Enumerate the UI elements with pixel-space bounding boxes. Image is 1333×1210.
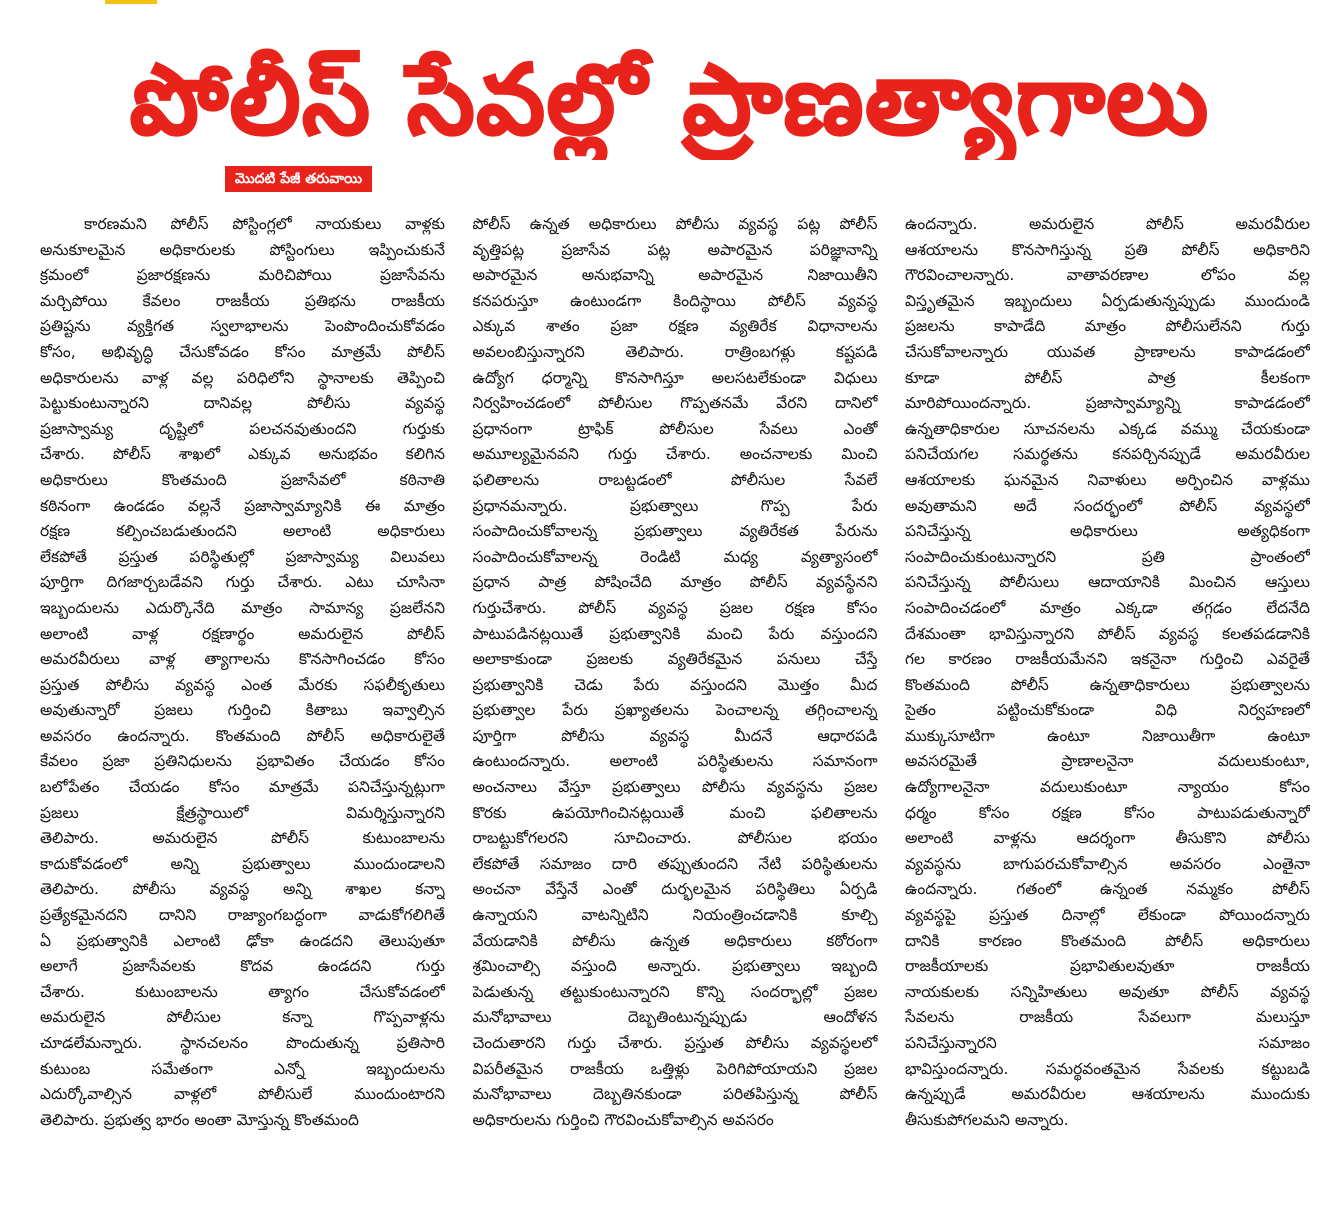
article-line: పనిచేస్తున్నారని సమాజం [905,1034,1310,1052]
article-line: కొరకు ఉపయోగించినట్లయితే మంచి ఫలితాలను [472,803,878,822]
article-line: పనిచేయగల సమర్థతను కనపర్చినప్పుడే అమరవీరుల [905,445,1310,464]
article-line: విస్తృతమైన ఇబ్బందులు ఏర్పడుతున్నప్పుడు ముందుండి [905,291,1310,310]
article-line: అంచనా వేస్తేనే ఎంతో దుర్భలమైన పరిస్థితిలు ఏర్పడి [472,880,878,899]
article-line: చెందుతారని గుర్తు చేశారు. ప్రస్తుత పోలీసు వ్యవస్థలలో [472,1034,878,1052]
article-line: అధికారులు కొంతమంది ప్రజాసేవలో కఠినాతి [40,470,445,489]
article-line: భావిస్తుందన్నారు. సమర్థవంతమైన సేవలకు కట్టుబడి [905,1059,1310,1078]
article-line: పనిచేస్తున్న పోలీసులు ఆదాయానికి మించిన ఆస్తులు [905,573,1310,592]
article-line: మారిపోయిందన్నారు. ప్రజాస్వామ్యాన్ని కాపాడడంలో [905,394,1310,413]
article-line: సంపాదించుకోవాలన్న రెండిటి మధ్య వ్యత్యాసంలో [472,547,878,566]
article-line: ఏ ప్రభుత్వానికి ఎలాంటి ఢోకా ఉండదని తెలుపుతూ [40,931,445,950]
article-line: విపరీతమైన రాజకీయ ఒత్తిళ్లు పెరిగిపోయాయని ప్రజల [472,1059,878,1078]
article-line: ప్రధానమన్నారు. ప్రభుత్వాలు గొప్ప పేరు [472,496,878,515]
article-line: కుటుంబ సమేతంగా ఎన్నో ఇబ్బందులను [40,1059,445,1078]
article-line: ప్రభుత్వానికి చెడు పేరు వస్తుందని మొత్తం మీద [472,675,878,694]
article-line: అనుకూలమైన అధికారులకు పోస్టింగులు ఇప్పించుకునే [40,240,445,259]
article-line: మర్చిపోయి కేవలం రాజకీయ ప్రతిభను రాజకీయ [40,291,445,310]
article-line: తెలిపారు. ప్రభుత్వ భారం అంతా మోస్తున్న కొంతమంది [40,1110,359,1129]
article-line: చేశారు. పోలీస్ శాఖలో ఎక్కువ అనుభవం కలిగిన [40,445,445,464]
article-body [40,212,1310,1197]
article-line: ప్రధాన పాత్ర పోషించేది మాత్రం పోలీస్ వ్యవస్థేనని [472,573,878,592]
article-column-3 [905,212,1310,1197]
article-line: అమరవీరులు వాళ్ల త్యాగాలను కొనసాగించడం కోసం [40,650,445,669]
article-line: శ్రమించాల్సి వస్తుంది అన్నారు. ప్రభుత్వాలు ఇబ్బంది [472,957,878,976]
article-line: తెలిపారు. పోలీసు వ్యవస్థ అన్ని శాఖల కన్నా [40,880,445,899]
article-line: ఉందన్నారు. గతంలో ఉన్నంత నమ్మకం పోలీస్ [905,880,1310,899]
article-line: ముక్కుసూటిగా ఉంటూ నిజాయితీగా ఉంటూ [905,726,1310,745]
article-line: ఉన్నతాధికారుల సూచనలను ఎక్కడ వమ్ము చేయకుండా [905,419,1310,438]
article-line: అంచనాలు వేస్తూ ప్రభుత్వాలు పోలీసు వ్యవస్థను ప్రజల [472,778,878,797]
article-line: అవుతున్నారో ప్రజలు గుర్తించి కితాబు ఇవ్వాల్సిన [40,701,445,720]
article-line: అవుతామని అదే సందర్భంలో పోలీస్ వ్యవస్థలో [905,496,1310,515]
article-line: ఉన్నప్పుడే అమరవీరుల ఆశయాలను ముందుకు [905,1085,1310,1104]
article-line: బలోపేతం చేయడం కోసం మాత్రమే పనిచేస్తున్నట్లుగా [40,778,445,797]
article-line: కారణమని పోలీస్ పోస్టింగ్లలో నాయకులు వాళ్లకు [84,215,445,233]
article-line: వ్యవస్థపై ప్రస్తుత దినాల్లో లేకుండా పోయిందన్నారు [905,906,1310,925]
article-column-1 [40,212,445,1197]
article-line: వృత్తిపట్ల ప్రజాసేవ పట్ల అపారమైన పరిజ్ఞానాన్ని [472,240,878,259]
article-line: చూడలేమన్నారు. స్థానచలనం పొందుతున్న ప్రతిసారి [40,1034,445,1052]
article-line: గల కారణం రాజకీయమేనని ఇకనైనా గుర్తించి ఎవరైతే [905,650,1310,669]
article-line: కూడా పోలీస్ పాత్ర కీలకంగా [905,368,1310,387]
article-line: పెడుతున్న తట్టుకుంటున్నారని కొన్ని సందర్భాల్లో ప్రజల [472,982,878,1001]
article-line: అలాగే ప్రజాసేవలకు కొదవ ఉండదని గుర్తు [40,957,445,976]
article-line: ఉద్యోగాలనైనా వదులుకుంటూ న్యాయం కోసం [905,778,1310,797]
article-line: అధికారులను వాళ్ల వల్ల పరిధిలోని స్థానాలకు తెప్పించి [40,368,445,387]
article-line: ఆశయాలకు ఘనమైన నివాళులు అర్పించిన వాళ్లము [905,470,1310,489]
article-line: రాజకీయాలకు ప్రభావితులవుతూ రాజకీయ [905,957,1310,976]
article-column-2 [473,212,878,1197]
article-line: కనపరుస్తూ ఉంటుండగా కిందిస్థాయి పోలీస్ వ్యవస్థ [472,291,878,310]
article-line: ప్రజాస్వామ్య దృష్టిలో పలచనవుతుందని గుర్తుకు [40,419,445,438]
article-line: వ్యవస్థను బాగుపరచుకోవాల్సిన అవసరం ఎంతైనా [905,854,1310,873]
article-line: ఉద్యోగ ధర్మాన్ని కొనసాగిస్తూ అలసటలేకుండా విధులు [472,368,878,387]
article-line: దేశమంతా భావిస్తున్నారని పోలీస్ వ్యవస్థ కలతపడడానికి [905,624,1310,643]
article-line: రక్షణ కల్పించబడుతుందని అలాంటి అధికారులు [40,522,445,541]
article-line: చేసుకోవాలన్నారు యువత ప్రాణాలను కాపాడడంలో [905,342,1310,361]
article-line: ప్రత్యేకమైనదని దానిని రాజ్యాంగబద్ధంగా వాడుకోగలిగితే [40,906,445,925]
article-line: ఎక్కువ శాతం ప్రజా రక్షణ వ్యతిరేక విధానాలను [472,317,878,336]
article-line: అవసరమైతే ప్రాణాలనైనా వదులుకుంటూ, [905,752,1310,771]
article-line: ఉంటుందన్నారు. అలాంటి పరిస్థితులను సమానంగా [472,752,878,771]
article-line: ధర్మం కోసం రక్షణ కోసం పాటుపడుతున్నారో [905,803,1310,822]
article-line: ఇబ్బందులను ఎదుర్కొనేది మాత్రం సామాన్య ప్రజలేనని [40,598,445,617]
article-line: కఠినంగా ఉండడం వల్లనే ప్రజాస్వామ్యానికి ఈ మాత్రం [40,496,445,515]
continued-label: మొదటి పేజీ తరువాయి [225,166,372,192]
article-line: అధికారులను గుర్తించి గౌరవించుకోవాల్సిన అవసరం [472,1110,774,1129]
article-line: ప్రజలను కాపాడేది మాత్రం పోలీసులేనని గుర్తు [905,317,1310,336]
article-line: అవలంబిస్తున్నారని తెలిపారు. రాత్రింబగళ్లు కష్టపడి [472,342,878,361]
top-color-strip [105,0,157,4]
article-line: సంపాదించుకోవాలన్న ప్రభుత్వాలు వ్యతిరేకత పేరును [472,522,878,541]
article-line: నిర్వహించడంలో పోలీసుల గొప్పతనమే వేరని దానిలో [472,394,878,413]
article-line: పాటుపడినట్లయితే ప్రభుత్వానికి మంచి పేరు వస్తుందని [472,624,878,643]
article-line: అలాంటి వాళ్ల రక్షణార్థం అమరులైన పోలీస్ [40,624,445,643]
article-line: పనిచేస్తున్న అధికారులు అత్యధికంగా [905,522,1310,541]
article-line: మనోభావాలు దెబ్బతినకుండా పరితపిస్తున్న పోలీస్ [472,1085,878,1104]
article-line: చేశారు. కుటుంబాలను త్యాగం చేసుకోవడంలో [40,982,445,1001]
article-line: రాబట్టుకోగలరని సూచించారు. పోలీసుల భయం [472,829,878,848]
article-line: పూర్తిగా పోలీసు వ్యవస్థ మీదనే ఆధారపడి [472,726,878,745]
article-line: అమరులైన పోలీసుల కన్నా గొప్పవాళ్లను [40,1008,445,1027]
article-line: సంపాదించుకుంటున్నారని ప్రతి ప్రాంతంలో [905,547,1310,566]
article-line: కొంతమంది పోలీస్ ఉన్నతాధికారులు ప్రభుత్వాలను [905,675,1310,694]
article-line: ప్రతిష్టను వ్యక్తిగత స్వలాభాలను పెంపొందించుకోవడం [40,317,445,336]
article-line: సంపాదించడంలో మాత్రం ఎక్కడా తగ్గడం లేదనేది [905,598,1310,617]
article-line: అవసరం ఉందన్నారు. కొంతమంది పోలీస్ అధికారులైతే [40,726,445,745]
article-line: పూర్తిగా దిగజార్చబడేవని గుర్తు చేశారు. ఎటు చూసినా [40,573,445,592]
article-line: సేవలను రాజకీయ సేవలుగా మలుస్తూ [905,1008,1310,1027]
article-line: అలాకాకుండా ప్రజలకు వ్యతిరేకమైన పనులు చేస్తే [472,650,878,669]
article-line: ప్రజలు క్షేత్రస్థాయిలో విమర్శిస్తున్నారని [40,803,445,822]
article-line: గౌరవించాలన్నారు. వాతావరణాల లోపం వల్ల [905,266,1310,285]
article-line: క్రమంలో ప్రజారక్షణను మరిచిపోయి ప్రజాసేవను [40,266,445,285]
article-line: నాయకులకు సన్నిహితులు అవుతూ పోలీస్ వ్యవస్థ [905,982,1310,1001]
article-line: పోలీస్ ఉన్నత అధికారులు పోలీసు వ్యవస్థ పట్ల పోలీస్ [472,215,878,233]
article-line: కోసం, అభివృద్ధి చేసుకోవడం కోసం మాత్రమే పోలీస్ [40,342,445,361]
article-line: లేకపోతే ప్రస్తుత పరిస్థితుల్లో ప్రజాస్వామ్య విలువలు [40,547,445,566]
article-line: కాదుకోవడంలో అన్ని ప్రభుత్వాలు ముందుండాలని [40,854,445,873]
article-line: లేకపోతే సమాజం దారి తప్పుతుందని నేటి పరిస్థితులను [472,854,878,873]
article-line: తీసుకుపోగలమని అన్నారు. [905,1110,1069,1129]
article-line: ఉన్నాయని వాటన్నిటిని నియంత్రించడానికి కూల్చి [472,906,878,925]
article-line: కేవలం ప్రజా ప్రతినిధులను ప్రభావితం చేయడం కోసం [40,752,445,771]
article-line: అలాంటి వాళ్లను ఆదర్శంగా తీసుకొని పోలీసు [905,829,1310,848]
article-line: ఆశయాలను కొనసాగిస్తున్న ప్రతి పోలీస్ అధికారిని [905,240,1310,259]
article-line: ప్రస్తుత పోలీసు వ్యవస్థ ఎంత మేరకు సఫలీకృతులు [40,675,445,694]
article-line: గుర్తుచేశారు. పోలీస్ వ్యవస్థ ప్రజల రక్షణ కోసం [472,598,878,617]
article-line: ఫలితాలను రాబట్టడంలో పోలీసుల సేవలే [472,470,878,489]
article-line: ఎదుర్కోవాల్సిన వాళ్లలో పోలీసులే ముందుంటారని [40,1085,445,1104]
article-line: పెట్టుకుంటున్నారని దానివల్ల పోలీసు వ్యవస్థ [40,394,445,413]
article-line: అపారమైన అనుభవాన్ని అపారమైన నిజాయితీని [472,266,878,285]
article-line: అమూల్యమైనవని గుర్తు చేశారు. అంచనాలకు మించి [472,445,878,464]
article-line: వేయడానికి పోలీసు ఉన్నత అధికారులు కఠోరంగా [472,931,878,950]
article-line: దానికి కారణం కొంతమంది పోలీస్ అధికారులు [905,931,1310,950]
article-line: ప్రధానంగా ట్రాఫిక్ పోలీసుల సేవలు ఎంతో [472,419,878,438]
article-line: తెలిపారు. అమరులైన పోలీస్ కుటుంబాలను [40,829,445,848]
article-line: ఉందన్నారు. అమరులైన పోలీస్ అమరవీరుల [905,215,1310,233]
article-line: సైతం పట్టించుకోకుండా విధి నిర్వహణలో [905,701,1310,720]
article-line: మనోభావాలు దెబ్బతింటున్నప్పుడు ఆందోళన [472,1008,878,1027]
headline: పోలీస్ సేవల్లో ప్రాణత్యాగాలు [130,44,1210,156]
article-line: ప్రభుత్వాల పేరు ప్రఖ్యాతలను పెంచాలన్న తగ్గించాలన్న [472,701,878,720]
